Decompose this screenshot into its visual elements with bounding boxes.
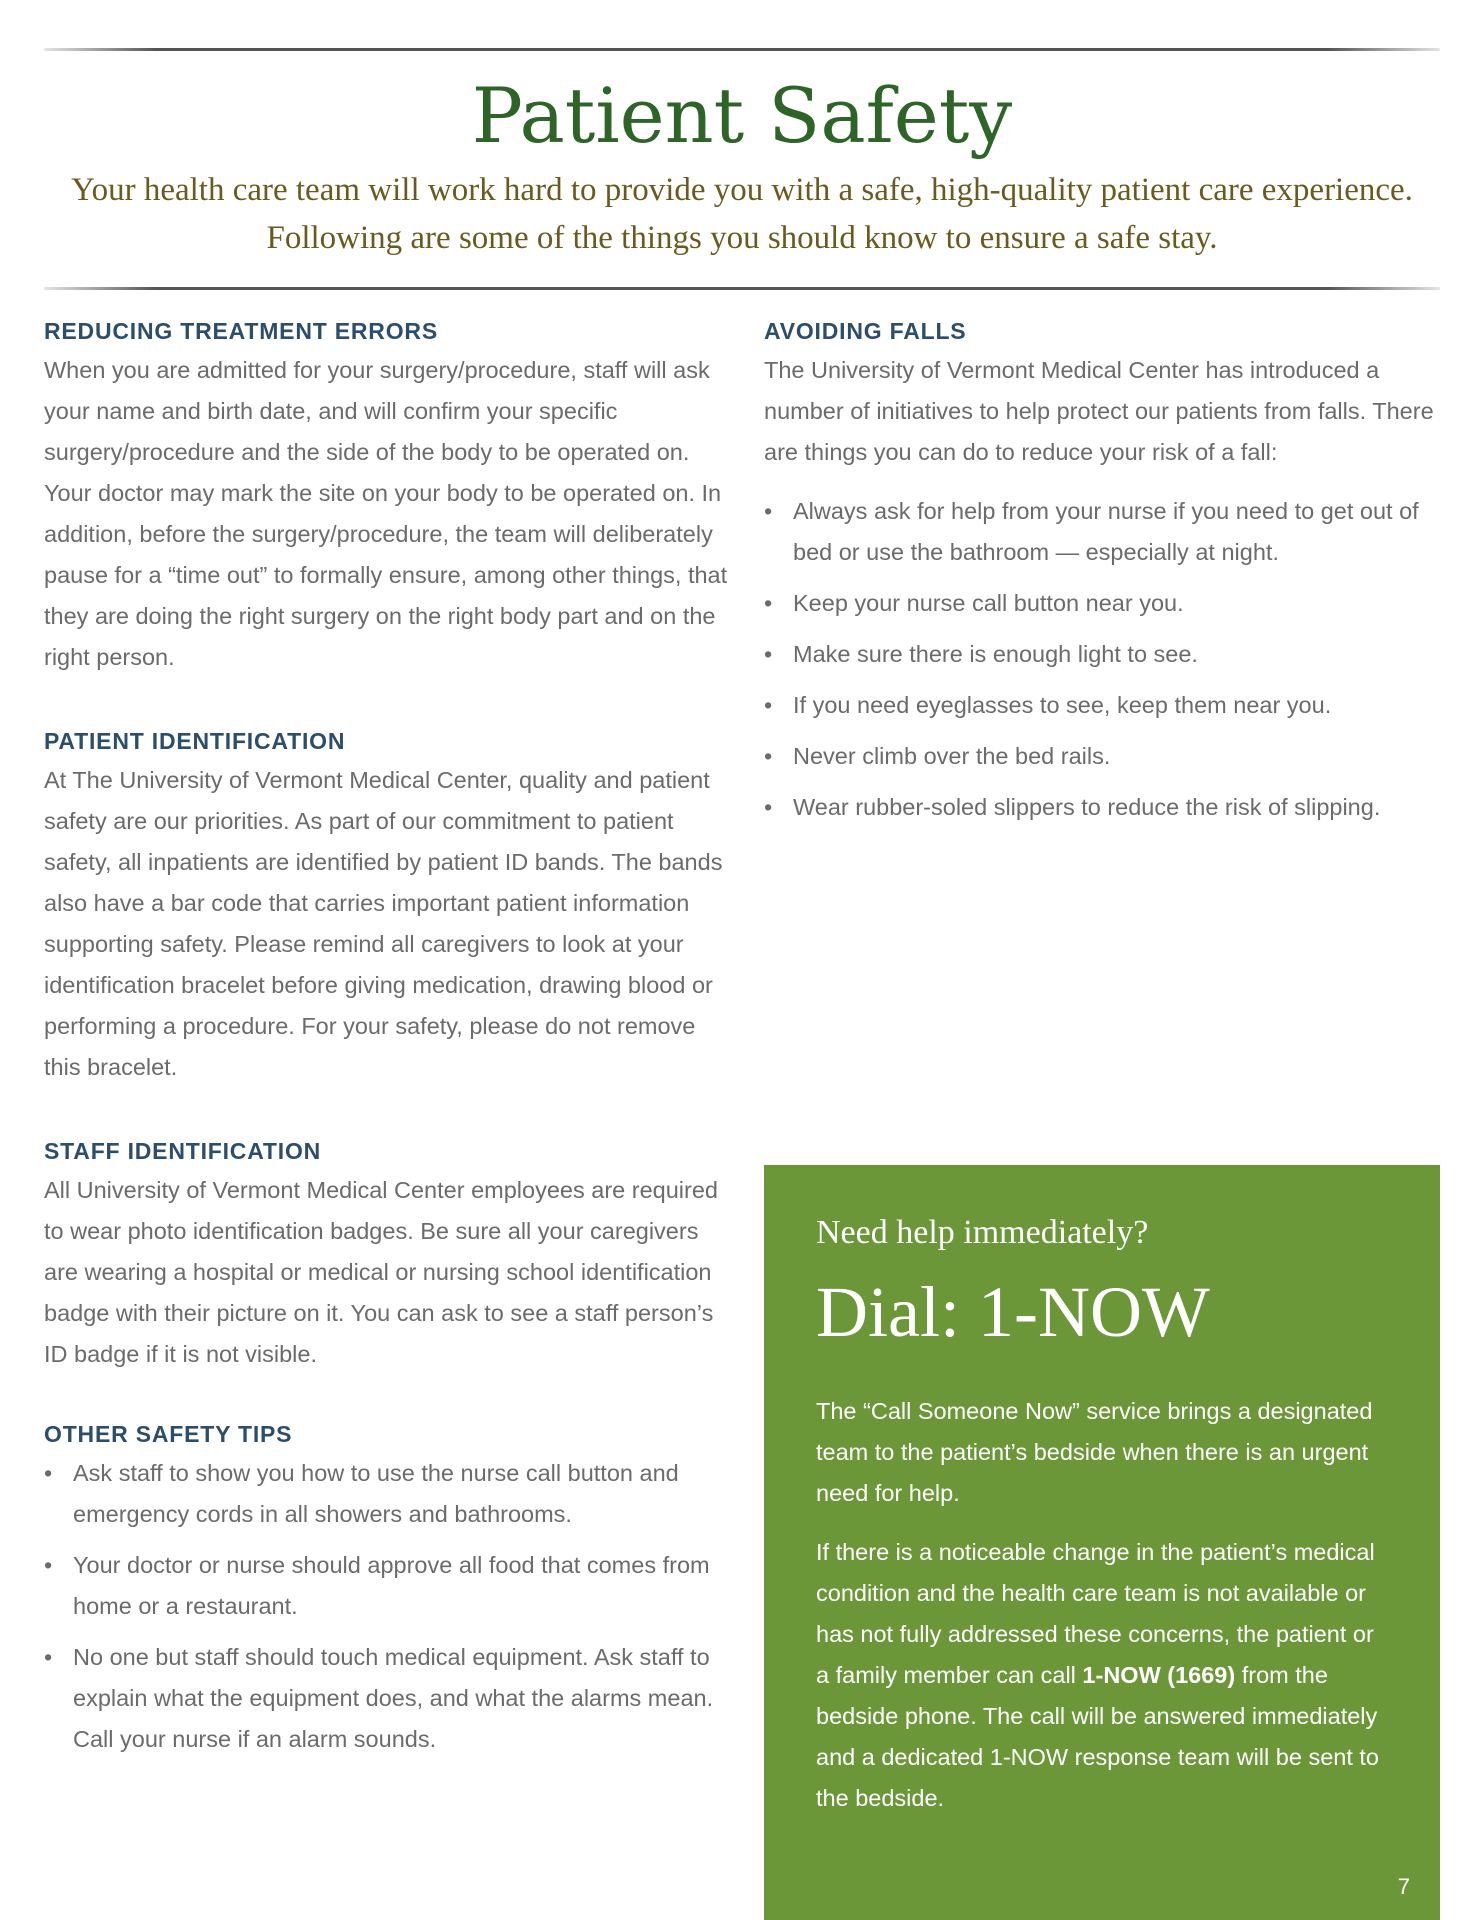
header-divider bbox=[44, 287, 1440, 290]
section-patient-identification bbox=[44, 726, 734, 1088]
right-column bbox=[764, 316, 1440, 838]
section-avoiding-falls bbox=[764, 316, 1440, 828]
callout-text: If there is a noticeable change in the patient’s medical condition and the health care team is not available or has not fully addressed these concerns, the patient or a family member can call bbox=[816, 1539, 1375, 1688]
callout-paragraph-1: The “Call Someone Now” service brings a designated team to the patient’s bedside when there is an urgent need for help. bbox=[816, 1398, 1373, 1506]
help-callout-box bbox=[764, 1165, 1440, 1920]
section-body: The University of Vermont Medical Center has introduced a number of initiatives to help protect our patients from falls. There are things you can do to reduce your risk of a fall: bbox=[764, 357, 1434, 465]
callout-dial-number: Dial: 1-NOW bbox=[816, 1272, 1210, 1352]
section-heading: STAFF IDENTIFICATION bbox=[44, 1138, 322, 1164]
top-divider bbox=[44, 48, 1440, 51]
page-title: Patient Safety bbox=[471, 71, 1013, 160]
section-body: At The University of Vermont Medical Center, quality and patient safety are our priorities. As part of our commitment to patient safety, all inpatients are identified by patient ID bands. The bands also have a bar code that carries important patient information supporting safety. Please remind all caregivers to look at your identification bracelet before giving medication, drawing blood or performing a procedure. For your safety, please do not remove this bracelet. bbox=[44, 767, 723, 1080]
section-treatment-errors bbox=[44, 316, 734, 678]
list-item: • If you need eyeglasses to see, keep them near you. bbox=[764, 685, 1440, 726]
list-item: • Never climb over the bed rails. bbox=[764, 736, 1440, 777]
list-item: • No one but staff should touch medical equipment. Ask staff to explain what the equipment does, and what the alarms mean. Call your nurse if an alarm sounds. bbox=[44, 1637, 734, 1760]
left-column bbox=[44, 316, 734, 1770]
section-heading: AVOIDING FALLS bbox=[764, 318, 967, 344]
list-item: • Wear rubber-soled slippers to reduce the risk of slipping. bbox=[764, 787, 1440, 828]
page-number: 7 bbox=[1397, 1874, 1410, 1899]
list-item: • Keep your nurse call button near you. bbox=[764, 583, 1440, 624]
subtitle-line-1: Your health care team will work hard to provide you with a safe, high-quality patient care experience. bbox=[71, 172, 1413, 208]
falls-list bbox=[764, 491, 1440, 828]
list-item: • Your doctor or nurse should approve all food that comes from home or a restaurant. bbox=[44, 1545, 734, 1627]
section-body: When you are admitted for your surgery/procedure, staff will ask your name and birth date, and will confirm your specific surgery/procedure and the side of the body to be operated on. Your doctor may mark the site on your body to be operated on. In addition, before the surgery/procedure, the team will deliberately pause for a “time out” to formally ensure, among other things, that they are doing the right surgery on the right body part and on the right person. bbox=[44, 357, 728, 670]
list-item: • Ask staff to show you how to use the nurse call button and emergency cords in all showers and bathrooms. bbox=[44, 1453, 734, 1535]
callout-question: Need help immediately? bbox=[816, 1214, 1149, 1251]
callout-phone-number: 1-NOW (1669) bbox=[1082, 1662, 1236, 1688]
section-heading: OTHER SAFETY TIPS bbox=[44, 1421, 293, 1447]
section-body: All University of Vermont Medical Center employees are required to wear photo identification badges. Be sure all your caregivers are wearing a hospital or medical or nursing school identification badge with their picture on it. You can ask to see a staff person’s ID badge if it is not visible. bbox=[44, 1177, 718, 1367]
section-heading: PATIENT IDENTIFICATION bbox=[44, 728, 346, 754]
tips-list bbox=[44, 1453, 734, 1760]
subtitle-line-2: Following are some of the things you should know to ensure a safe stay. bbox=[266, 220, 1218, 256]
list-item: • Make sure there is enough light to see. bbox=[764, 634, 1440, 675]
section-other-safety-tips bbox=[44, 1419, 734, 1760]
callout-text: from the bedside phone. The call will be answered immediately and a dedicated 1-NOW response team will be sent to the bedside. bbox=[816, 1662, 1379, 1811]
callout-paragraph-2 bbox=[816, 1532, 1388, 1819]
section-heading: REDUCING TREATMENT ERRORS bbox=[44, 318, 438, 344]
section-staff-identification bbox=[44, 1136, 734, 1375]
list-item: • Always ask for help from your nurse if you need to get out of bed or use the bathroom — especially at night. bbox=[764, 491, 1440, 573]
page-subtitle bbox=[40, 166, 1444, 262]
